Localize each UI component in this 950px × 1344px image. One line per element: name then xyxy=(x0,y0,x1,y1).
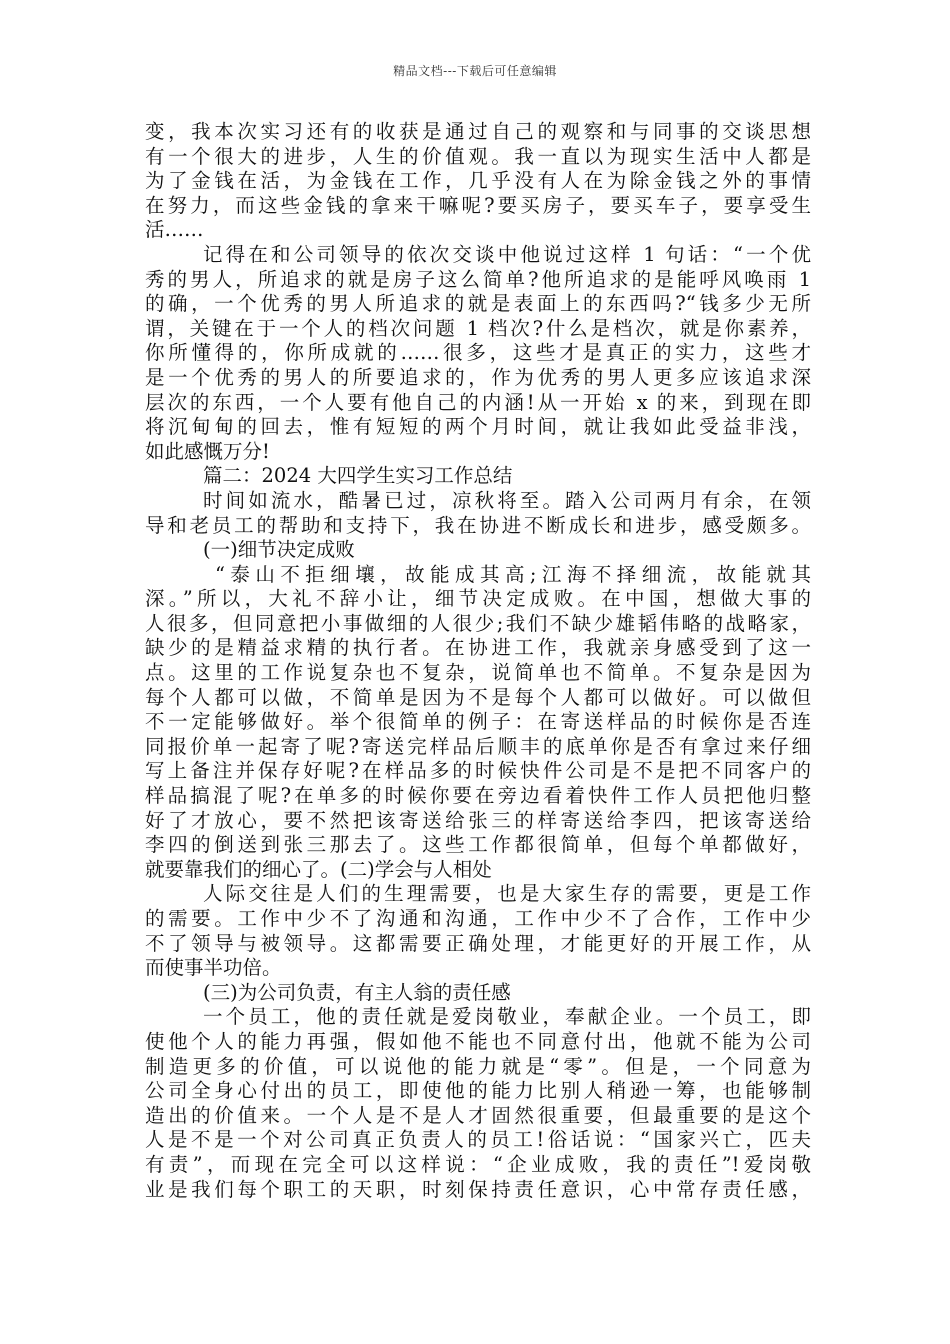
text-line: 人很多，但同意把小事做细的人很少;我们不缺少雄韬伟略的战略家， xyxy=(145,611,811,635)
paragraph-start-line: “泰山不拒细壤，故能成其高;江海不择细流，故能就其 xyxy=(215,562,811,586)
text-line: 为了金钱在活，为金钱在工作，几乎没有人在为除金钱之外的事情 xyxy=(145,169,811,193)
text-line: 样品搞混了呢?在单多的时候你要在旁边看着快件工作人员把他归整 xyxy=(145,784,811,808)
text-line: 点。这里的工作说复杂也不复杂，说简单也不简单。不复杂是因为 xyxy=(145,661,811,685)
paragraph-start-line: 人际交往是人们的生理需要，也是大家生存的需要，更是工作 xyxy=(203,882,811,906)
text-line: 缺少的是精益求精的执行者。在协进工作，我就亲身感受到了这一 xyxy=(145,636,811,660)
text-line: 写上备注并保存好呢?在样品多的时候快件公司是不是把不同客户的 xyxy=(145,759,811,783)
text-line: 李四的倒送到张三那去了。这些工作都很简单，但每个单都做好， xyxy=(145,833,811,857)
text-line: 将沉甸甸的回去，惟有短短的两个月时间，就让我如此受益非浅， xyxy=(145,415,811,439)
text-line: 不一定能够做好。举个很简单的例子：在寄送样品的时候你是否连 xyxy=(145,710,811,734)
page-header: 精品文档---下载后可任意编辑 xyxy=(393,64,557,78)
text-line: 你所懂得的，你所成就的……很多，这些才是真正的实力，这些才 xyxy=(145,341,811,365)
text-line: 层次的东西，一个人要有他自己的内涵!从一开始 x 的来，到现在即 xyxy=(145,390,811,414)
text-line: 而使事半功倍。 xyxy=(145,956,282,980)
text-line: 不了领导与被领导。这都需要正确处理，才能更好的开展工作，从 xyxy=(145,931,811,955)
text-line: 造出的价值来。一个人是不是人才固然很重要，但最重要的是这个 xyxy=(145,1103,811,1127)
section-heading: 篇二：2024 大四学生实习工作总结 xyxy=(203,464,513,488)
text-line: 谓，关键在于一个人的档次问题 1 档次?什么是档次，就是你素养， xyxy=(145,316,811,340)
text-line: 的确，一个优秀的男人所追求的就是表面上的东西吗?“钱多少无所 xyxy=(145,292,811,316)
text-line: 如此感慨万分! xyxy=(145,439,270,463)
text-line: 公司全身心付出的员工，即使他的能力比别人稍逊一筹，也能够制 xyxy=(145,1079,811,1103)
text-line: 的需要。工作中少不了沟通和沟通，工作中少不了合作，工作中少 xyxy=(145,907,811,930)
text-line: 在努力，而这些金钱的拿来干嘛呢?要买房子，要买车子，要享受生 xyxy=(145,193,811,217)
text-line: 每个人都可以做，不简单是因为不是每个人都可以做好。可以做但 xyxy=(145,685,811,709)
text-line: 活…… xyxy=(145,218,204,242)
paragraph-start-line: 一个员工，他的责任就是爱岗敬业，奉献企业。一个员工，即 xyxy=(203,1005,811,1029)
text-line: 人是不是一个对公司真正负责人的员工!俗话说：“国家兴亡，匹夫 xyxy=(145,1128,811,1152)
subsection-heading: (三)为公司负责，有主人翁的责任感 xyxy=(203,980,511,1004)
text-line: 变，我本次实习还有的收获是通过自己的观察和与同事的交谈思想 xyxy=(145,120,811,143)
text-line: 业是我们每个职工的天职，时刻保持责任意识，心中常存责任感， xyxy=(145,1177,811,1201)
text-line: 导和老员工的帮助和支持下，我在协进不断成长和进步，感受颇多。 xyxy=(145,513,811,537)
subsection-heading: (一)细节决定成败 xyxy=(203,538,355,562)
text-line: 秀的男人，所追求的就是房子这么简单?他所追求的是能呼风唤雨 1 xyxy=(145,267,811,291)
text-line: 有责”，而现在完全可以这样说：“企业成败，我的责任”!爱岗敬 xyxy=(145,1152,811,1176)
text-line: 深。”所以，大礼不辞小让，细节决定成败。在中国，想做大事的 xyxy=(145,587,811,611)
text-line: 是一个优秀的男人的所要追求的，作为优秀的男人更多应该追求深 xyxy=(145,365,811,389)
text-line: 同报价单一起寄了呢?寄送完样品后顺丰的底单你是否有拿过来仔细 xyxy=(145,734,811,758)
text-line: 使他个人的能力再强，假如他不能也不同意付出，他就不能为公司 xyxy=(145,1029,811,1053)
text-line: 有一个很大的进步，人生的价值观。我一直以为现实生活中人都是 xyxy=(145,144,811,168)
document-body xyxy=(145,120,811,1202)
text-line: 好了才放心，要不然把该寄送给张三的样寄送给李四，把该寄送给 xyxy=(145,808,811,832)
text-line: 就要靠我们的细心了。(二)学会与人相处 xyxy=(145,857,492,881)
text-line: 制造更多的价值，可以说他的能力就是“零”。但是，一个同意为 xyxy=(145,1054,811,1078)
paragraph-start-line: 时间如流水，酷暑已过，凉秋将至。踏入公司两月有余，在领 xyxy=(203,488,811,512)
paragraph-start-line: 记得在和公司领导的依次交谈中他说过这样 1 句话：“一个优 xyxy=(203,242,811,266)
